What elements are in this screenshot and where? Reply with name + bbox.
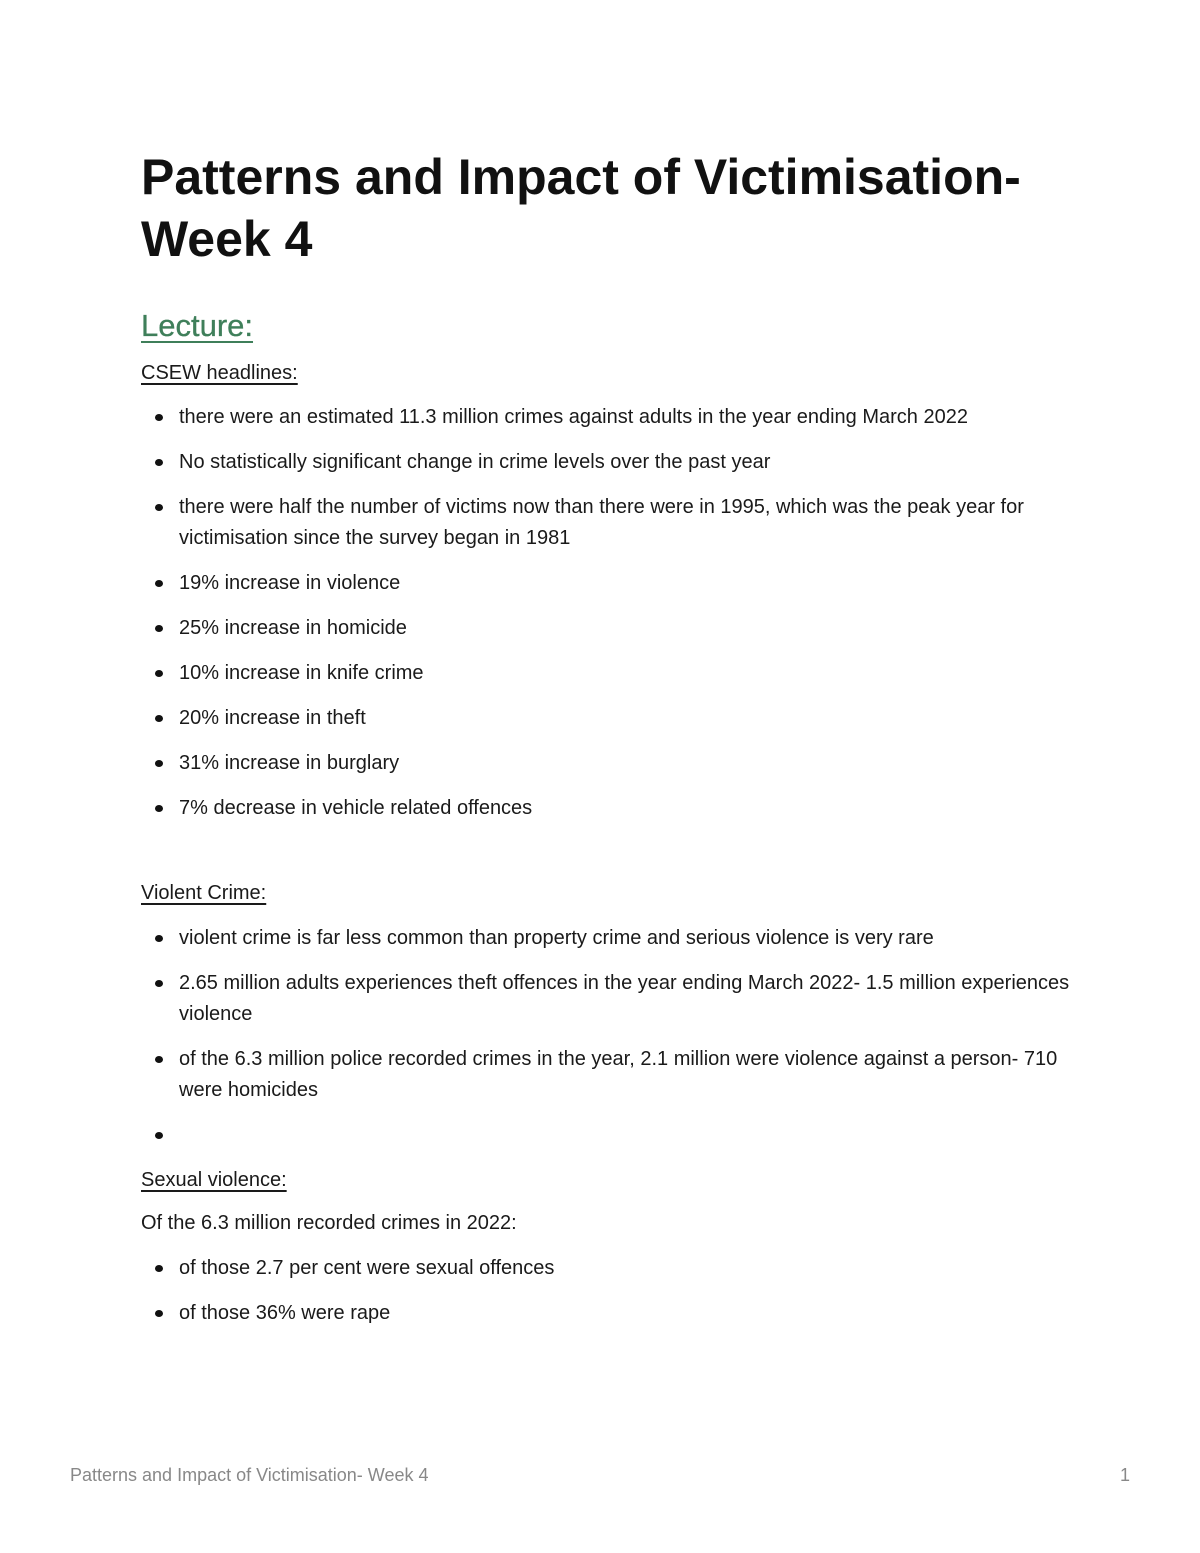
list-item: No statistically significant change in crime levels over the past year bbox=[141, 447, 1071, 478]
bullet-icon bbox=[155, 980, 163, 987]
bullet-icon bbox=[155, 935, 163, 942]
list-item: 20% increase in theft bbox=[141, 703, 1071, 734]
csew-list bbox=[141, 402, 1071, 838]
list-item: there were an estimated 11.3 million crimes against adults in the year ending March 2022 bbox=[141, 402, 1071, 433]
csew-heading: CSEW headlines: bbox=[141, 362, 298, 384]
lecture-heading: Lecture: bbox=[141, 308, 254, 343]
sexual-violence-list bbox=[141, 1253, 1071, 1343]
bullet-icon bbox=[155, 1056, 163, 1063]
list-item bbox=[141, 1120, 1071, 1151]
bullet-icon bbox=[155, 805, 163, 812]
bullet-icon bbox=[155, 1265, 163, 1272]
list-item: of those 2.7 per cent were sexual offences bbox=[141, 1253, 1071, 1284]
list-item: violent crime is far less common than property crime and serious violence is very rare bbox=[141, 923, 1071, 954]
sexual-violence-heading: Sexual violence: bbox=[141, 1169, 287, 1191]
bullet-icon bbox=[155, 715, 163, 722]
bullet-icon bbox=[155, 760, 163, 767]
list-item: 31% increase in burglary bbox=[141, 748, 1071, 779]
sexual-violence-intro: Of the 6.3 million recorded crimes in 2022: bbox=[141, 1212, 517, 1234]
bullet-icon bbox=[155, 414, 163, 421]
list-item: there were half the number of victims now than there were in 1995, which was the peak year for victimisation since the survey began in 1981 bbox=[141, 492, 1071, 554]
bullet-icon bbox=[155, 670, 163, 677]
list-item: 7% decrease in vehicle related offences bbox=[141, 793, 1071, 824]
violent-crime-heading: Violent Crime: bbox=[141, 882, 267, 904]
bullet-icon bbox=[155, 1310, 163, 1317]
bullet-icon bbox=[155, 580, 163, 587]
list-item: 10% increase in knife crime bbox=[141, 658, 1071, 689]
page-title: Patterns and Impact of Victimisation- Week 4 bbox=[141, 149, 1021, 267]
bullet-icon bbox=[155, 1132, 163, 1139]
list-item: 25% increase in homicide bbox=[141, 613, 1071, 644]
violent-crime-list bbox=[141, 923, 1071, 1165]
list-item: of the 6.3 million police recorded crimes in the year, 2.1 million were violence against a person- 710 were homicides bbox=[141, 1044, 1071, 1106]
footer-doc-title: Patterns and Impact of Victimisation- Week 4 bbox=[70, 1465, 429, 1485]
bullet-icon bbox=[155, 625, 163, 632]
list-item: 2.65 million adults experiences theft offences in the year ending March 2022- 1.5 million experiences violence bbox=[141, 968, 1071, 1030]
list-item: 19% increase in violence bbox=[141, 568, 1071, 599]
footer-page-number: 1 bbox=[1119, 1465, 1130, 1485]
list-item: of those 36% were rape bbox=[141, 1298, 1071, 1329]
bullet-icon bbox=[155, 504, 163, 511]
bullet-icon bbox=[155, 459, 163, 466]
